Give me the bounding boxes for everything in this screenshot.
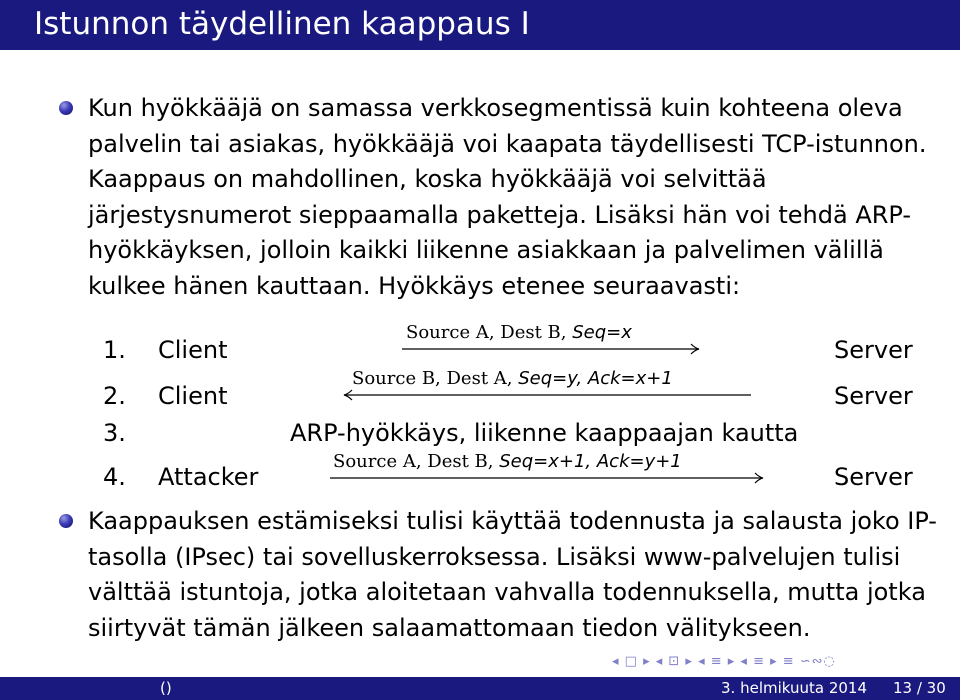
arrow-left-icon: [343, 388, 753, 402]
navigation-icons[interactable]: ◂ □ ▸ ◂ ⊡ ▸ ◂ ≡ ▸ ◂ ≡ ▸ ≡ ∽∾◌: [612, 654, 836, 669]
step-1-label: Source A, Dest B, Seq=x: [406, 322, 632, 343]
bullet-paragraph-2: Kaappauksen estämiseksi tulisi käyttää todennusta ja salausta joko IP-tasolla (IPsec) tai sovelluskerroksessa. Lisäksi www-palvelujen tulisi välttää istuntoja, jotka aloitetaan vahvalla todennuksella, mutta jotka siirtyvät tämän jälkeen salaamattomaan tiedon välitykseen.: [88, 507, 937, 642]
step-4-label: Source A, Dest B, Seq=x+1, Ack=y+1: [333, 451, 682, 472]
footer-bar: [0, 677, 960, 700]
step-3-text: ARP-hyökkäys, liikenne kaappaajan kautta: [290, 419, 799, 447]
bullet-paragraph-1: Kun hyökkääjä on samassa verkkosegmentissä kuin kohteena oleva palvelin tai asiakas, hyökkääjä voi kaapata täydellisesti TCP-istunnon. Kaappaus on mahdollinen, koska hyökkääjä voi selvittää järjestysnumerot sieppaamalla paketteja. Lisäksi hän voi tehdä ARP-hyökkäyksen, jolloin kaikki liikenne asiakkaan ja palvelimen välillä kulkee hänen kauttaan. Hyökkäys etenee seuraavasti:: [88, 94, 927, 300]
slide-title: Istunnon täydellinen kaappaus I: [34, 6, 530, 42]
title-bar: [0, 0, 960, 50]
step-1-number: 1.: [103, 336, 126, 364]
step-1-left: Client: [158, 336, 228, 364]
step-4-left: Attacker: [158, 463, 259, 491]
step-2-number: 2.: [103, 382, 126, 410]
step-3-number: 3.: [103, 419, 126, 447]
footer-page-number: 13 / 30: [893, 679, 946, 697]
arrow-right-icon: [330, 471, 770, 485]
bullet-icon: [59, 101, 73, 115]
step-1-right: Server: [834, 336, 913, 364]
step-2-label: Source B, Dest A, Seq=y, Ack=x+1: [352, 368, 673, 389]
step-2-left: Client: [158, 382, 228, 410]
step-4-number: 4.: [103, 463, 126, 491]
step-2-right: Server: [834, 382, 913, 410]
step-4-right: Server: [834, 463, 913, 491]
arrow-right-icon: [402, 342, 702, 356]
bullet-icon: [59, 514, 73, 528]
footer-date: 3. helmikuuta 2014: [721, 679, 868, 697]
footer-author: (): [160, 679, 172, 697]
